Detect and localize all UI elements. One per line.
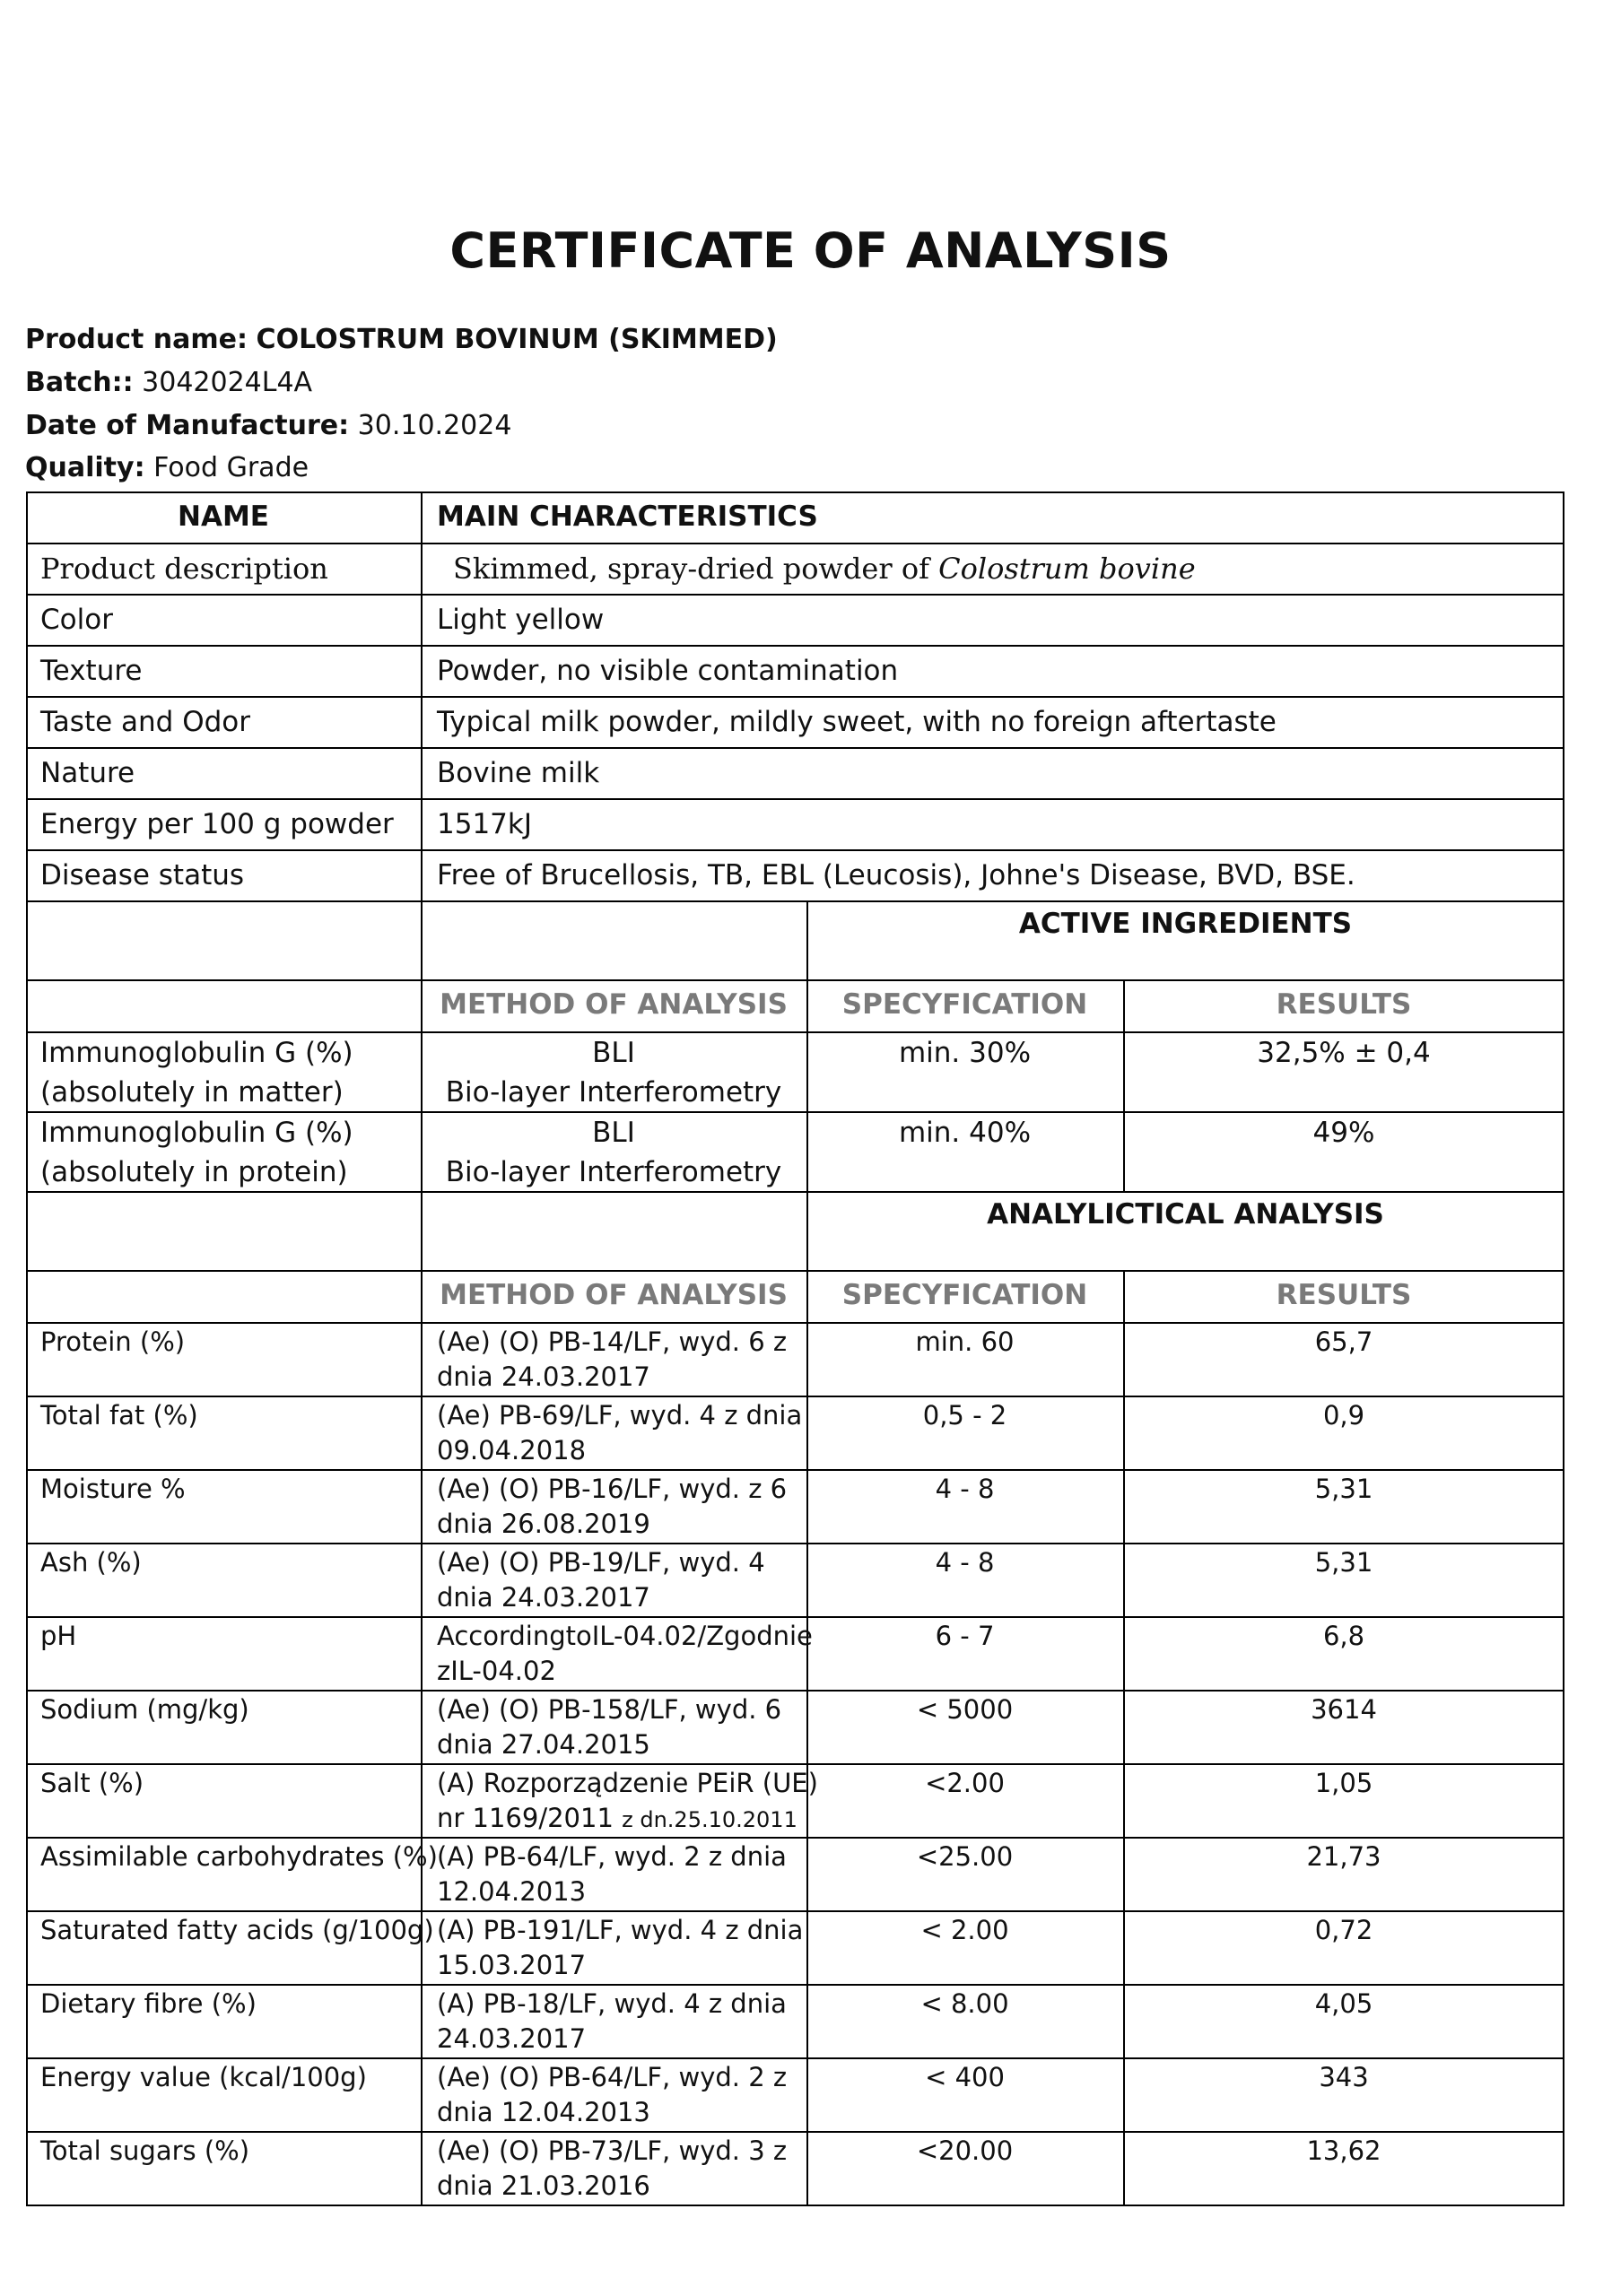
analysis-specification: <20.00	[916, 2135, 1014, 2166]
ingredient-name: Immunoglobulin G (%)	[40, 1117, 353, 1149]
ingredient-name-detail: (absolutely in matter)	[40, 1076, 344, 1109]
characteristic-value: 1517kJ	[437, 808, 532, 840]
analytical-specification-header: SPECYFICATION	[841, 1279, 1088, 1311]
analysis-method-detail: 24.03.2017	[437, 2023, 587, 2054]
analysis-method-detail: dnia 26.08.2019	[437, 1509, 650, 1539]
batch-line	[25, 368, 312, 398]
analysis-result: 1,05	[1314, 1768, 1373, 1798]
analysis-method: (Ae) (O) PB-16/LF, wyd. z 6	[437, 1474, 788, 1504]
row-divider	[26, 798, 1564, 800]
section-title-active-ingredients: ACTIVE INGREDIENTS	[1018, 908, 1353, 940]
analysis-method-date: z dn.25.10.2011	[622, 1807, 797, 1832]
analysis-specification: < 400	[925, 2062, 1005, 2092]
ingredient-name-detail: (absolutely in protein)	[40, 1156, 348, 1188]
column-header-main-characteristics: MAIN CHARACTERISTICS	[437, 500, 818, 533]
row-divider	[26, 696, 1564, 698]
document-title: CERTIFICATE OF ANALYSIS	[449, 222, 1172, 279]
product-label: Product name:	[25, 324, 248, 355]
row-divider	[26, 594, 1564, 596]
active-results-header: RESULTS	[1276, 988, 1412, 1021]
analysis-method: (Ae) PB-69/LF, wyd. 4 z dnia	[437, 1400, 803, 1431]
active-specification-header: SPECYFICATION	[841, 988, 1088, 1021]
row-divider	[26, 900, 1564, 902]
analysis-parameter: Saturated fatty acids (g/100g)	[40, 1915, 434, 1945]
analysis-method-detail: zIL-04.02	[437, 1656, 556, 1686]
analysis-parameter: Sodium (mg/kg)	[40, 1694, 249, 1725]
characteristic-value: Light yellow	[437, 604, 605, 636]
characteristic-name: Texture	[40, 655, 143, 687]
column-divider	[421, 491, 423, 2206]
analysis-method: (Ae) (O) PB-19/LF, wyd. 4	[437, 1547, 765, 1578]
analysis-method: (Ae) (O) PB-14/LF, wyd. 6 z	[437, 1326, 788, 1357]
analysis-method-detail: 15.03.2017	[437, 1950, 587, 1980]
product-name-line	[25, 325, 778, 355]
analysis-method-detail: dnia 21.03.2016	[437, 2170, 650, 2201]
analysis-method-detail: nr 1169/2011 z dn.25.10.2011	[437, 1803, 797, 1833]
characteristic-value: Free of Brucellosis, TB, EBL (Leucosis), Johne's Disease, BVD, BSE.	[437, 859, 1355, 891]
analysis-method: (A) Rozporządzenie PEiR (UE)	[437, 1768, 818, 1798]
characteristic-name: Product description	[40, 552, 328, 586]
ingredient-specification: min. 40%	[898, 1117, 1032, 1149]
quality-value: Food Grade	[153, 452, 309, 483]
ingredient-method-detail: Bio-layer Interferometry	[445, 1076, 782, 1109]
analysis-parameter: Protein (%)	[40, 1326, 186, 1357]
analysis-specification: 6 - 7	[935, 1621, 995, 1651]
analysis-result: 5,31	[1314, 1474, 1373, 1504]
analytical-results-header: RESULTS	[1276, 1279, 1412, 1311]
ingredient-specification: min. 30%	[898, 1037, 1032, 1069]
analysis-parameter: Assimilable carbohydrates (%)	[40, 1841, 438, 1872]
analysis-method: (Ae) (O) PB-64/LF, wyd. 2 z	[437, 2062, 788, 2092]
analysis-specification: < 2.00	[920, 1915, 1009, 1945]
analysis-method-detail: dnia 24.03.2017	[437, 1582, 650, 1613]
analysis-specification: < 5000	[916, 1694, 1014, 1725]
characteristic-value-italic: Colostrum bovine	[938, 552, 1196, 586]
analysis-result: 4,05	[1314, 1988, 1373, 2019]
date-value: 30.10.2024	[357, 410, 512, 441]
product-value: COLOSTRUM BOVINUM (SKIMMED)	[256, 324, 778, 355]
date-label: Date of Manufacture:	[25, 410, 350, 441]
analysis-result: 65,7	[1314, 1326, 1373, 1357]
analysis-parameter: Moisture %	[40, 1474, 186, 1504]
analysis-method: (Ae) (O) PB-158/LF, wyd. 6	[437, 1694, 782, 1725]
row-divider	[26, 979, 1564, 981]
ingredient-method: BLI	[592, 1117, 635, 1149]
analysis-specification: <2.00	[925, 1768, 1005, 1798]
analysis-parameter: Ash (%)	[40, 1547, 142, 1578]
characteristic-value: Bovine milk	[437, 757, 600, 789]
analysis-specification: 4 - 8	[935, 1547, 995, 1578]
column-header-name: NAME	[178, 500, 269, 533]
analysis-method-detail: dnia 24.03.2017	[437, 1361, 650, 1392]
analysis-method-detail: 09.04.2018	[437, 1435, 587, 1465]
row-divider	[26, 747, 1564, 749]
analysis-parameter: Total fat (%)	[40, 1400, 198, 1431]
analytical-method-header: METHOD OF ANALYSIS	[440, 1279, 788, 1311]
analysis-result: 0,9	[1322, 1400, 1365, 1431]
ingredient-method: BLI	[592, 1037, 635, 1069]
analysis-result: 3614	[1311, 1694, 1377, 1725]
date-line	[25, 411, 511, 441]
analysis-result: 5,31	[1314, 1547, 1373, 1578]
analysis-method: (Ae) (O) PB-73/LF, wyd. 3 z	[437, 2135, 788, 2166]
analysis-result: 21,73	[1306, 1841, 1381, 1872]
analysis-result: 0,72	[1314, 1915, 1373, 1945]
row-divider	[26, 543, 1564, 544]
batch-value: 3042024L4A	[142, 367, 313, 398]
ingredient-result: 49%	[1312, 1117, 1375, 1149]
analysis-method: (A) PB-191/LF, wyd. 4 z dnia	[437, 1915, 804, 1945]
batch-label: Batch::	[25, 367, 134, 398]
characteristic-value: Skimmed, spray-dried powder of Colostrum bovine	[453, 552, 1196, 586]
row-divider	[26, 1270, 1564, 1272]
analysis-specification: 0,5 - 2	[922, 1400, 1007, 1431]
characteristic-value: Powder, no visible contamination	[437, 655, 899, 687]
analysis-method: (A) PB-64/LF, wyd. 2 z dnia	[437, 1841, 787, 1872]
quality-label: Quality:	[25, 452, 145, 483]
analysis-parameter: Energy value (kcal/100g)	[40, 2062, 367, 2092]
section-title-analytical-analysis: ANALYLICTICAL ANALYSIS	[987, 1198, 1384, 1231]
analysis-result: 6,8	[1322, 1621, 1365, 1651]
active-method-header: METHOD OF ANALYSIS	[440, 988, 788, 1021]
analysis-method-detail: dnia 27.04.2015	[437, 1729, 650, 1760]
analysis-parameter: Salt (%)	[40, 1768, 144, 1798]
characteristic-name: Nature	[40, 757, 135, 789]
analysis-specification: < 8.00	[920, 1988, 1009, 2019]
characteristic-name: Taste and Odor	[40, 706, 250, 738]
ingredient-method-detail: Bio-layer Interferometry	[445, 1156, 782, 1188]
characteristic-name: Energy per 100 g powder	[40, 808, 394, 840]
quality-line	[25, 453, 309, 483]
analysis-result: 343	[1319, 2062, 1369, 2092]
analysis-specification: 4 - 8	[935, 1474, 995, 1504]
characteristic-value: Typical milk powder, mildly sweet, with no foreign aftertaste	[437, 706, 1277, 738]
analysis-method-detail: 12.04.2013	[437, 1876, 587, 1907]
analysis-parameter: Dietary fibre (%)	[40, 1988, 257, 2019]
analysis-method: (A) PB-18/LF, wyd. 4 z dnia	[437, 1988, 787, 2019]
ingredient-result: 32,5% ± 0,4	[1257, 1037, 1431, 1069]
characteristic-name: Disease status	[40, 859, 245, 891]
analysis-specification: min. 60	[915, 1326, 1015, 1357]
characteristic-name: Color	[40, 604, 113, 636]
analysis-parameter: Total sugars (%)	[40, 2135, 250, 2166]
analysis-result: 13,62	[1306, 2135, 1381, 2166]
analysis-specification: <25.00	[916, 1841, 1014, 1872]
analysis-method: AccordingtoIL-04.02/Zgodnie	[437, 1621, 813, 1651]
row-divider	[26, 645, 1564, 647]
ingredient-name: Immunoglobulin G (%)	[40, 1037, 353, 1069]
analysis-parameter: pH	[40, 1621, 77, 1651]
analysis-method-detail: dnia 12.04.2013	[437, 2097, 650, 2127]
row-divider	[26, 849, 1564, 851]
